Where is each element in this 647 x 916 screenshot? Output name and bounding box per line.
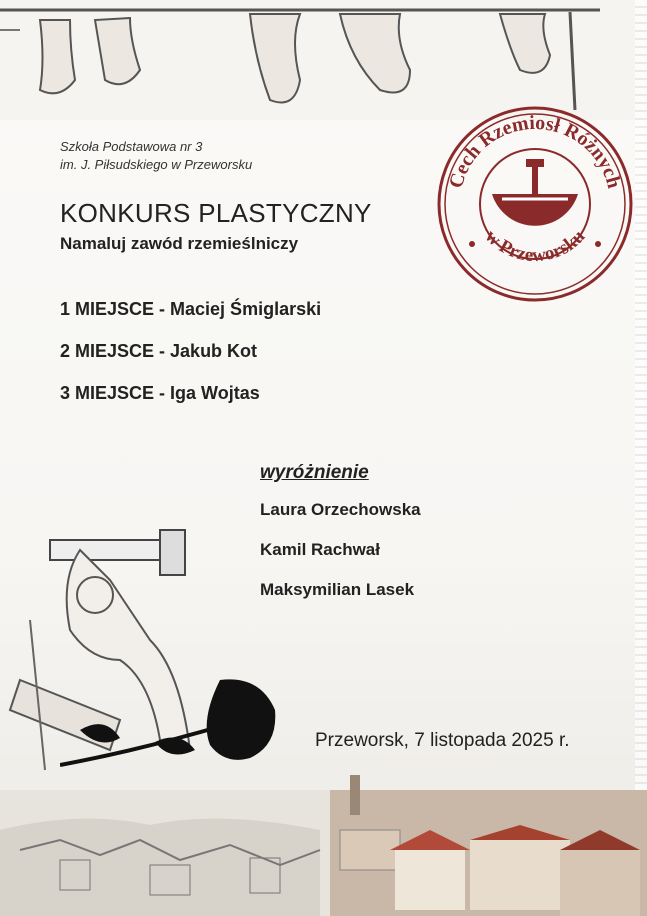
school-name xyxy=(60,138,252,174)
place-1: 1 MIEJSCE - Maciej Śmiglarski xyxy=(60,299,322,319)
place-and-date: Przeworsk, 7 listopada 2025 r. xyxy=(315,730,570,751)
distinction-name-1: Laura Orzechowska xyxy=(260,500,421,519)
school-line-1: Szkoła Podstawowa nr 3 xyxy=(60,139,203,154)
distinction-title: wyróżnienie xyxy=(260,462,369,483)
places-list xyxy=(60,296,321,422)
svg-text:w Przeworsku xyxy=(481,226,590,267)
contest-subtitle: Namaluj zawód rzemieślniczy xyxy=(60,234,299,253)
black-rose-icon xyxy=(60,670,290,770)
craftsmen-woodcut-illustration xyxy=(0,0,647,120)
distinction-name-2: Kamil Rachwał xyxy=(260,540,380,559)
distinction-name-3: Maksymilian Lasek xyxy=(260,580,415,599)
seal-top-text: Cech Rzemiosł Różnych xyxy=(444,111,626,191)
school-line-2: im. J. Piłsudskiego w Przeworsku xyxy=(60,157,253,172)
place-3: 3 MIEJSCE - Iga Wojtas xyxy=(60,383,260,403)
place-2: 2 MIEJSCE - Jakub Kot xyxy=(60,341,258,361)
contest-title: KONKURS PLASTYCZNY xyxy=(60,198,372,228)
seal-bottom-text: w Przeworsku xyxy=(480,225,590,267)
town-panorama-illustration xyxy=(0,770,647,916)
guild-seal xyxy=(432,104,638,304)
